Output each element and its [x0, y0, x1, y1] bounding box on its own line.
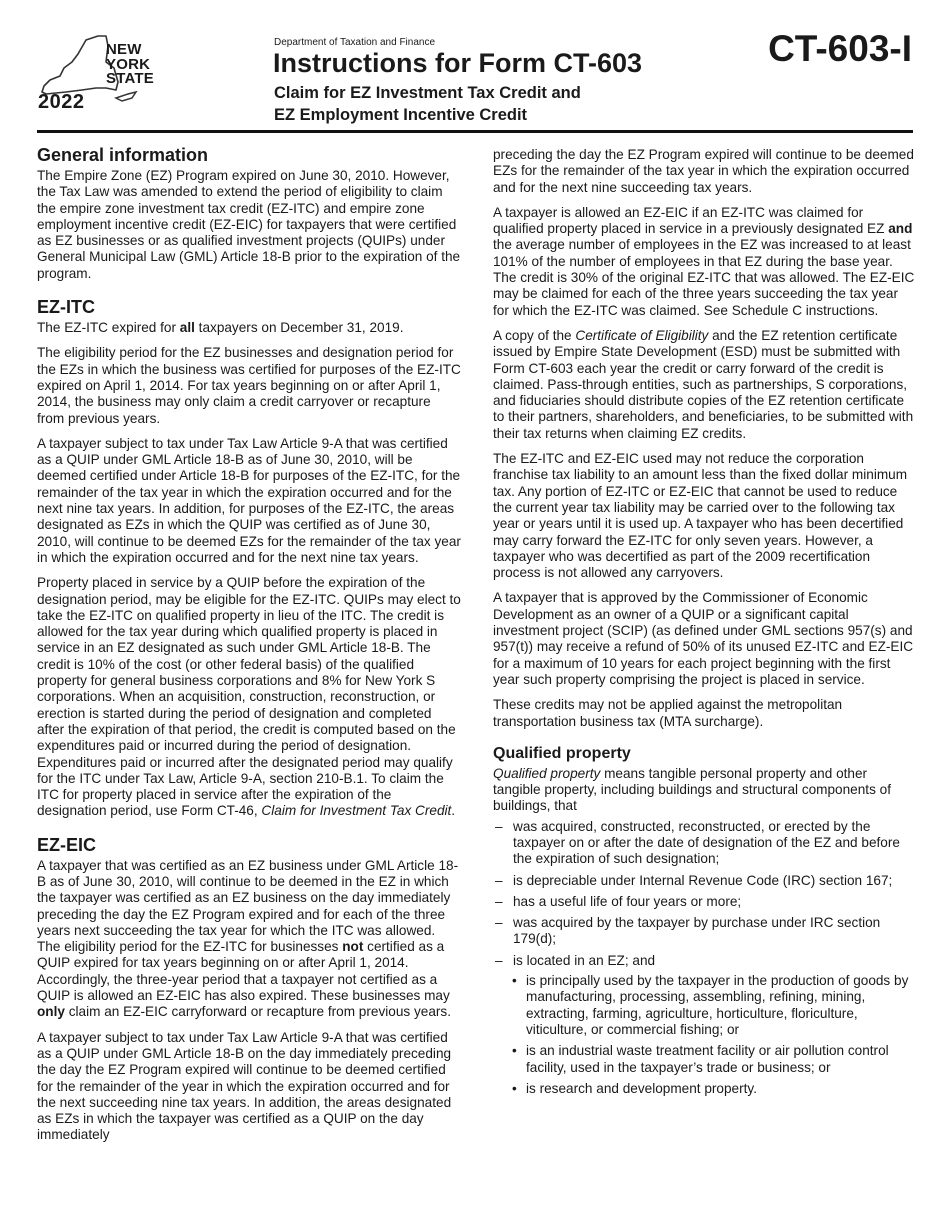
- right-paragraph-5: A taxpayer that is approved by the Commissioner of Economic Development as an owner of a QUIP or a significant capital investment project (SCIP) (as defined under GML sections 957(s) and 957(t)) may receive a refund of 50% of its unused EZ-ITC and EZ-EIC for a maximum of 10 years for each project beginning with the first year such property comprising the project is placed in service.: [493, 590, 914, 687]
- right-paragraph-3: A copy of the Certificate of Eligibility and the EZ retention certificate issued by Empire State Development (ESD) must be submitted with Form CT-603 each year the credit or carry forward of the credit is claimed. Pass-through entities, such as partnerships, S corporations, and fiduciaries should distribute copies of the EZ retention certificate to their partners, shareholders, and beneficiaries, to be submitted with their tax returns when claiming EZ credits.: [493, 327, 914, 441]
- list-item: – is depreciable under Internal Revenue Code (IRC) section 167;: [493, 873, 915, 889]
- nys-logo: [36, 32, 166, 120]
- list-item: – was acquired, constructed, reconstructed, or erected by the taxpayer on or after the date of designation of the EZ and before the expiration of such designation;: [493, 819, 915, 868]
- right-column: [493, 147, 915, 1102]
- ez-itc-paragraph-2: The eligibility period for the EZ businesses and designation period for the EZs in which the business was certified for purposes of the EZ-ITC expired on April 1, 2014. For tax years beginning on or after April 1, 2014, the business may only claim a credit carryover or recapture from previous years.: [37, 345, 461, 426]
- qualified-property-list: [493, 819, 915, 1097]
- qualified-property-heading: Qualified property: [493, 744, 631, 762]
- ez-itc-paragraph-4: Property placed in service by a QUIP before the expiration of the designation period, may be eligible for the EZ-ITC. QUIPs may elect to take the EZ-ITC on qualified property in lieu of the ITC. The credit is allowed for the tax year during which qualified property is placed in service in an EZ designated as such under GML Article 18-B. The credit is 10% of the cost (or other federal basis) of the qualified property for general business corporations and 8% for New York S corporations. When an acquisition, construction, reconstruction, or erection is started during the period of designation and completed after the expiration of that period, the credit is computed based on the expenditures paid or incurred during the period of designation. Expenditures paid or incurred after the designated period may qualify for the ITC under Tax Law, Article 9-A, section 210-B.1. To claim the ITC for property placed in service after the expiration of the designation period, use Form CT-46, Claim for Investment Tax Credit.: [37, 575, 461, 819]
- right-paragraph-6: These credits may not be applied against the metropolitan transportation business tax (MTA surcharge).: [493, 697, 843, 729]
- logo-year: 2022: [38, 91, 85, 113]
- list-item: – was acquired by the taxpayer by purchase under IRC section 179(d);: [493, 915, 915, 948]
- logo-state-name: NEW YORK STATE: [106, 41, 154, 87]
- subtitle-line-1: Claim for EZ Investment Tax Credit and: [274, 84, 581, 102]
- ez-itc-heading: EZ-ITC: [37, 297, 95, 318]
- ez-eic-heading: EZ-EIC: [37, 834, 97, 855]
- ez-itc-paragraph-3: A taxpayer subject to tax under Tax Law Article 9-A that was certified as a QUIP under GML Article 18-B as of June 30, 2010, will be deemed certified under Article 18-B for purposes of the EZ-ITC, for the remainder of the tax year in which the expiration occurred and for the next nine tax years. In addition, for purposes of the EZ-ITC, the areas designated as EZs in which the QUIP was certified as of June 30, 2010, will continue to be deemed EZs for the remainder of the tax year in which the expiration occurred and for the next nine tax years.: [37, 435, 461, 565]
- qualified-property-intro: Qualified property means tangible personal property and other tangible property, including buildings and structural components of buildings, that: [493, 765, 891, 814]
- list-item: • is principally used by the taxpayer in the production of goods by manufacturing, processing, assembling, refining, mining, extracting, farming, agriculture, horticulture, floriculture, viticulture, or commercial fishing; or: [493, 973, 915, 1038]
- general-information-heading: General information: [37, 145, 209, 165]
- left-column: [37, 144, 461, 1153]
- general-information-paragraph: The Empire Zone (EZ) Program expired on June 30, 2010. However, the Tax Law was amended to extend the period of eligibility to claim the empire zone investment tax credit (EZ-ITC) and empire zone employment incentive credit (EZ-EIC) for taxpayers that were certified as EZ businesses or as qualified investment projects (QUIPs) under General Municipal Law (GML) Article 18-B prior to the expiration of the program.: [37, 168, 461, 281]
- ez-itc-paragraph-1: The EZ-ITC expired for all taxpayers on December 31, 2019.: [37, 320, 404, 336]
- page-title: Instructions for Form CT-603: [273, 48, 643, 78]
- right-paragraph-2: A taxpayer is allowed an EZ-EIC if an EZ-ITC was claimed for qualified property placed in service in a previously designated EZ and the average number of employees in the EZ was increased to at least 101% of the number of employees in that EZ during the base year. The credit is 30% of the original EZ-ITC that was allowed. The EZ-EIC may be claimed for each of the three years succeeding the tax year for which the EZ-ITC was claimed. See Schedule C instructions.: [493, 204, 915, 318]
- ez-eic-paragraph-2: A taxpayer subject to tax under Tax Law Article 9-A that was certified as a QUIP under GML Article 18-B on the day immediately preceding the day the EZ Program expired will continue to be deemed certified for the remainder of the year in which the expiration occurred and for the next succeeding nine tax years. In addition, the areas designated as EZs in which the taxpayer was certified as a QUIP on the day immediately: [37, 1029, 452, 1143]
- qualified-property-sublist: [493, 973, 915, 1097]
- subtitle-line-2: EZ Employment Incentive Credit: [274, 106, 528, 124]
- list-item: • is an industrial waste treatment facility or air pollution control facility, used in the taxpayer’s trade or business; or: [493, 1043, 915, 1076]
- list-item: – has a useful life of four years or more;: [493, 894, 915, 910]
- form-number: CT-603-I: [768, 28, 912, 69]
- list-item: • is research and development property.: [493, 1081, 915, 1097]
- department-name: Department of Taxation and Finance: [274, 37, 436, 48]
- right-paragraph-1: preceding the day the EZ Program expired will continue to be deemed EZs for the remainder of the tax year in which the expiration occurred and for the next nine succeeding tax years.: [493, 147, 914, 195]
- header-divider: [37, 130, 913, 133]
- right-paragraph-4: The EZ-ITC and EZ-EIC used may not reduce the corporation franchise tax liability to an amount less than the fixed dollar minimum tax. Any portion of EZ-ITC or EZ-EIC that cannot be used to reduce the current year tax liability may be carried over to the following tax year or years until it is used up. A taxpayer who has been decertified may carry forward the EZ-ITC for only seven years. However, a taxpayer who was decertified as part of the 2009 recertification process is not allowed any carryovers.: [493, 451, 908, 581]
- list-item: – is located in an EZ; and • is principally used by the taxpayer in the production of goods by manufacturing, processing, assembling, refining, mining, extracting, farming, agriculture, horticulture, floriculture, viticulture, or commercial fishing; or • is an industrial waste treatment facility or air pollution control facility, used in the taxpayer’s trade or business; or • is research and development property.: [493, 953, 915, 1097]
- page-subtitle: [274, 82, 581, 126]
- ez-eic-paragraph-1: A taxpayer that was certified as an EZ business under GML Article 18-B as of June 30, 2010, will continue to be deemed in the EZ in which the taxpayer was certified as an EZ business on the day immediately preceding the day the EZ Program expired and for each of the three years next succeeding the tax year for which the ITC was allowed. The eligibility period for the EZ-ITC for businesses not certified as a QUIP expired for tax years beginning on or after April 1, 2014. Accordingly, the three-year period that a taxpayer not certified as a QUIP is allowed an EZ-EIC has also expired. These businesses may only claim an EZ-EIC carryforward or recapture from previous years.: [37, 857, 459, 1020]
